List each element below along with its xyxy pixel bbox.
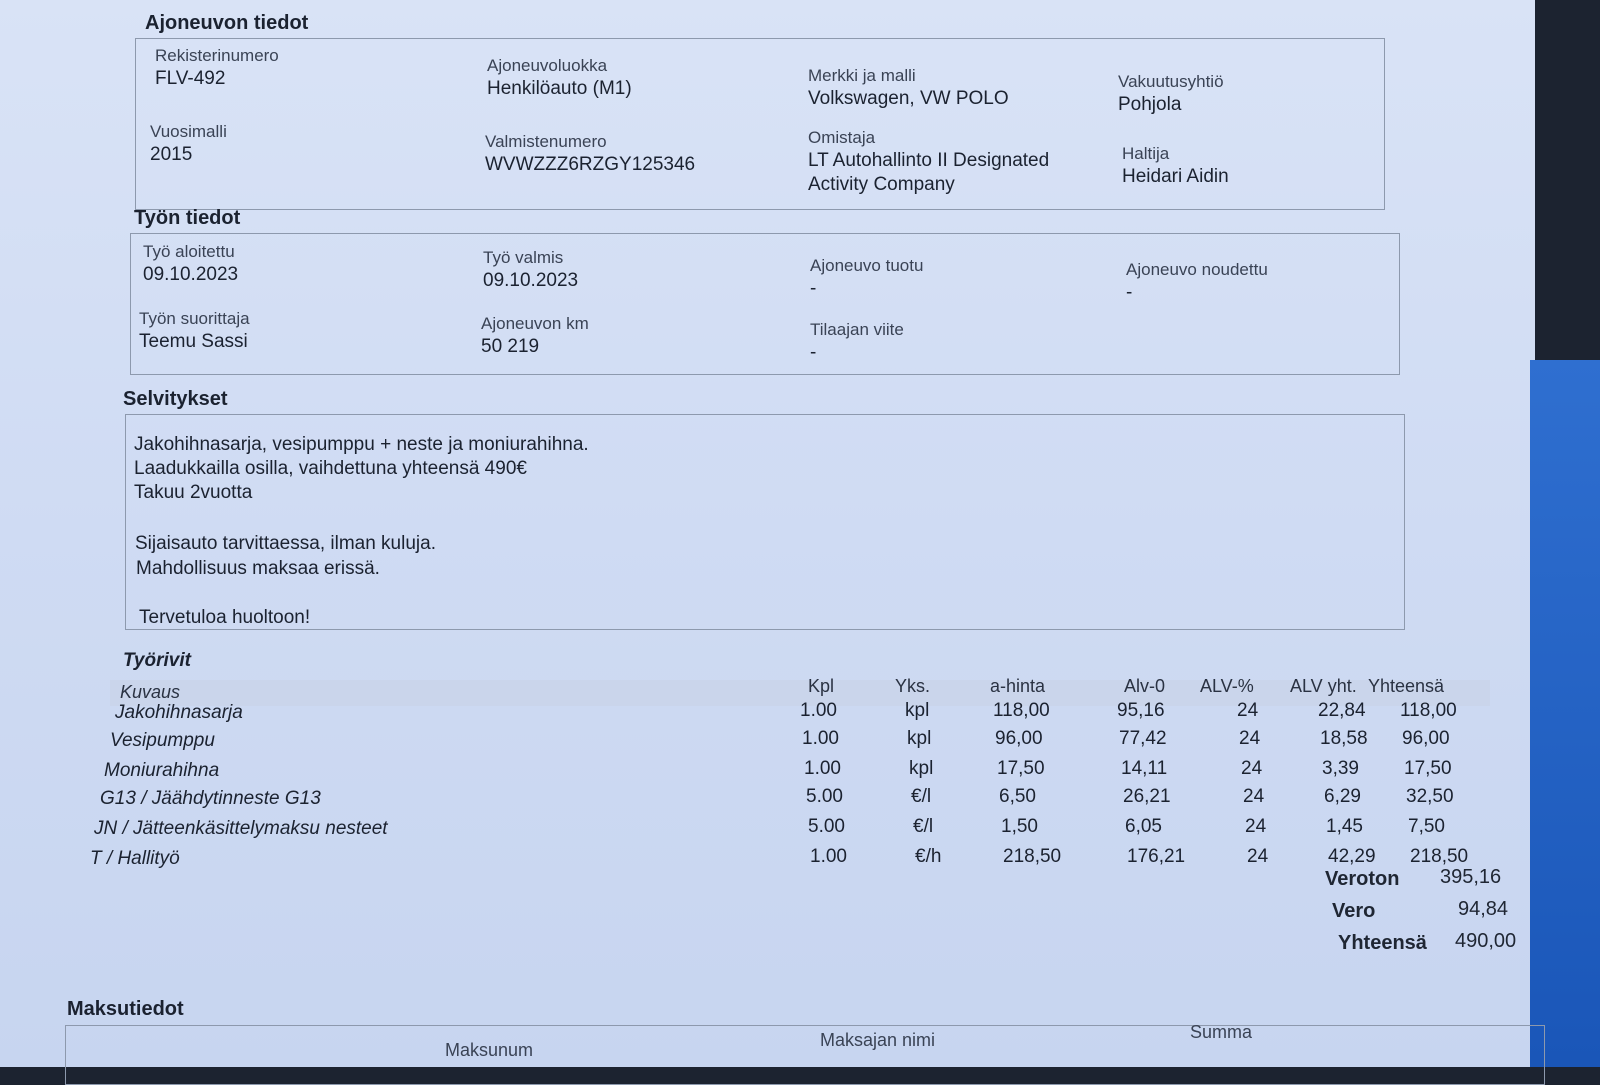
row-description: G13 / Jäähdytinneste G13: [100, 788, 321, 809]
work-box: [130, 233, 1400, 375]
row-unit-price: 96,00: [995, 728, 1043, 749]
row-unit: kpl: [907, 728, 932, 749]
row-description: Vesipumppu: [110, 730, 215, 751]
payment-col-number: Maksunum: [445, 1040, 534, 1060]
notes-line: Takuu 2vuotta: [134, 482, 253, 503]
tax-label: Vero: [1332, 900, 1376, 922]
tax-value: 94,84: [1458, 898, 1509, 920]
field-value: Volkswagen, VW POLO: [808, 88, 1009, 109]
row-unit: €/l: [913, 816, 934, 837]
field-value: -: [1126, 282, 1133, 303]
row-unit-price: 1,50: [1001, 816, 1038, 837]
row-net: 26,21: [1123, 786, 1171, 807]
notes-line: Sijaisauto tarvittaessa, ilman kuluja.: [135, 533, 436, 554]
field-label: Merkki ja malli: [808, 66, 916, 85]
vehicle-field-owner: [808, 128, 1049, 196]
row-unit-price: 118,00: [993, 700, 1050, 721]
field-value: Pohjola: [1118, 94, 1182, 115]
field-value: Henkilöauto (M1): [487, 78, 632, 99]
vehicle-field-holder: [1122, 144, 1229, 188]
col-header-vat-total: ALV yht.: [1290, 676, 1357, 696]
row-vat-total: 18,58: [1320, 728, 1368, 749]
row-unit-price: 218,50: [1003, 846, 1062, 867]
field-value: 09.10.2023: [483, 270, 579, 291]
background-object: [1530, 360, 1600, 1067]
field-label: Työ aloitettu: [143, 242, 235, 261]
field-value: Heidari Aidin: [1122, 166, 1229, 187]
row-vat-total: 1,45: [1326, 816, 1363, 837]
row-qty: 5.00: [806, 786, 843, 807]
field-value: FLV-492: [155, 68, 226, 89]
row-vat-percent: 24: [1241, 758, 1263, 779]
col-header-qty: Kpl: [808, 676, 835, 696]
row-unit: kpl: [909, 758, 934, 779]
field-value: 2015: [150, 144, 193, 165]
row-vat-percent: 24: [1237, 700, 1259, 721]
field-label: Työn suorittaja: [139, 309, 250, 328]
field-value: Activity Company: [808, 174, 955, 195]
subtotal-value: 395,16: [1440, 866, 1502, 888]
total-label: Yhteensä: [1338, 932, 1427, 954]
row-unit-price: 6,50: [999, 786, 1036, 807]
row-qty: 1.00: [802, 728, 839, 749]
row-total: 7,50: [1408, 816, 1445, 837]
row-unit-price: 17,50: [997, 758, 1045, 779]
row-vat-total: 6,29: [1324, 786, 1361, 807]
col-header-unit: Yks.: [895, 676, 931, 696]
notes-section-title: Selvitykset: [123, 388, 228, 410]
row-vat-total: 22,84: [1318, 700, 1366, 721]
subtotal-label: Veroton: [1325, 868, 1400, 890]
field-value: -: [810, 342, 817, 363]
row-vat-percent: 24: [1243, 786, 1265, 807]
field-value: Teemu Sassi: [139, 331, 248, 352]
payment-col-payer: Maksajan nimi: [820, 1030, 936, 1050]
row-description: Moniurahihna: [104, 760, 220, 781]
field-label: Tilaajan viite: [810, 320, 904, 339]
field-label: Omistaja: [808, 128, 876, 147]
field-label: Ajoneuvon km: [481, 314, 589, 333]
row-qty: 1.00: [800, 700, 837, 721]
field-label: Vuosimalli: [150, 122, 227, 141]
work-section-title: Työn tiedot: [134, 207, 241, 229]
row-unit: €/h: [915, 846, 942, 867]
vehicle-field-class: [487, 56, 632, 100]
row-vat-percent: 24: [1239, 728, 1261, 749]
field-label: Rekisterinumero: [155, 46, 279, 65]
vehicle-field-make-model: [808, 66, 1009, 110]
row-vat-percent: 24: [1247, 846, 1269, 867]
vehicle-field-model-year: [150, 122, 227, 166]
col-header-description: Kuvaus: [120, 682, 181, 702]
notes-line: Jakohihnasarja, vesipumppu + neste ja moniurahihna.: [134, 434, 589, 455]
field-label: Ajoneuvo tuotu: [810, 256, 924, 275]
vehicle-section-title: Ajoneuvon tiedot: [145, 12, 309, 34]
field-value: 50 219: [481, 336, 540, 357]
col-header-unit-price: a-hinta: [990, 676, 1046, 696]
field-value: LT Autohallinto II Designated: [808, 150, 1050, 171]
row-description: JN / Jätteenkäsittelymaksu nesteet: [94, 818, 388, 839]
field-label: Valmistenumero: [485, 132, 607, 151]
field-value: WVWZZZ6RZGY125346: [485, 154, 696, 175]
field-label: Vakuutusyhtiö: [1118, 72, 1224, 91]
payment-box: [65, 1025, 1545, 1085]
total-value: 490,00: [1455, 930, 1517, 952]
field-value: -: [810, 278, 817, 299]
payment-section-title: Maksutiedot: [67, 998, 184, 1020]
row-total: 118,00: [1400, 700, 1457, 721]
field-value: 09.10.2023: [143, 264, 239, 285]
field-label: Haltija: [1122, 144, 1170, 163]
row-net: 14,11: [1121, 758, 1168, 779]
work-field-vehicle-brought: [810, 256, 923, 300]
row-net: 6,05: [1125, 816, 1162, 837]
row-vat-total: 3,39: [1322, 758, 1359, 779]
row-vat-total: 42,29: [1328, 846, 1376, 867]
row-net: 77,42: [1119, 728, 1167, 749]
work-field-finished: [483, 248, 578, 292]
row-description: Jakohihnasarja: [115, 702, 243, 723]
field-label: Työ valmis: [483, 248, 564, 267]
work-field-customer-ref: [810, 320, 904, 364]
row-description: T / Hallityö: [90, 848, 180, 869]
col-header-total: Yhteensä: [1368, 676, 1445, 696]
row-vat-percent: 24: [1245, 816, 1267, 837]
work-field-performer: [139, 309, 250, 353]
row-qty: 1.00: [810, 846, 847, 867]
vehicle-field-registration: [155, 46, 279, 90]
field-label: Ajoneuvo noudettu: [1126, 260, 1268, 279]
work-field-started: [143, 242, 238, 286]
row-qty: 1.00: [804, 758, 841, 779]
row-total: 96,00: [1402, 728, 1450, 749]
row-qty: 5.00: [808, 816, 845, 837]
notes-line: Laadukkailla osilla, vaihdettuna yhteensä 490€: [134, 458, 527, 479]
row-unit: kpl: [905, 700, 930, 721]
vehicle-field-vin: [485, 132, 695, 176]
row-total: 218,50: [1410, 846, 1469, 867]
row-total: 32,50: [1406, 786, 1454, 807]
row-net: 95,16: [1117, 700, 1165, 721]
work-field-odometer: [481, 314, 589, 358]
row-unit: €/l: [911, 786, 932, 807]
row-total: 17,50: [1404, 758, 1452, 779]
notes-line: Mahdollisuus maksaa erissä.: [136, 558, 380, 579]
col-header-net: Alv-0: [1124, 676, 1166, 696]
notes-line: Tervetuloa huoltoon!: [139, 607, 311, 628]
col-header-vat-percent: ALV-%: [1200, 676, 1254, 696]
payment-col-sum: Summa: [1190, 1022, 1253, 1042]
row-net: 176,21: [1127, 846, 1186, 867]
rows-section-title: Työrivit: [123, 650, 191, 671]
field-label: Ajoneuvoluokka: [487, 56, 608, 75]
vehicle-field-insurer: [1118, 72, 1224, 116]
work-field-vehicle-picked: [1126, 260, 1268, 304]
